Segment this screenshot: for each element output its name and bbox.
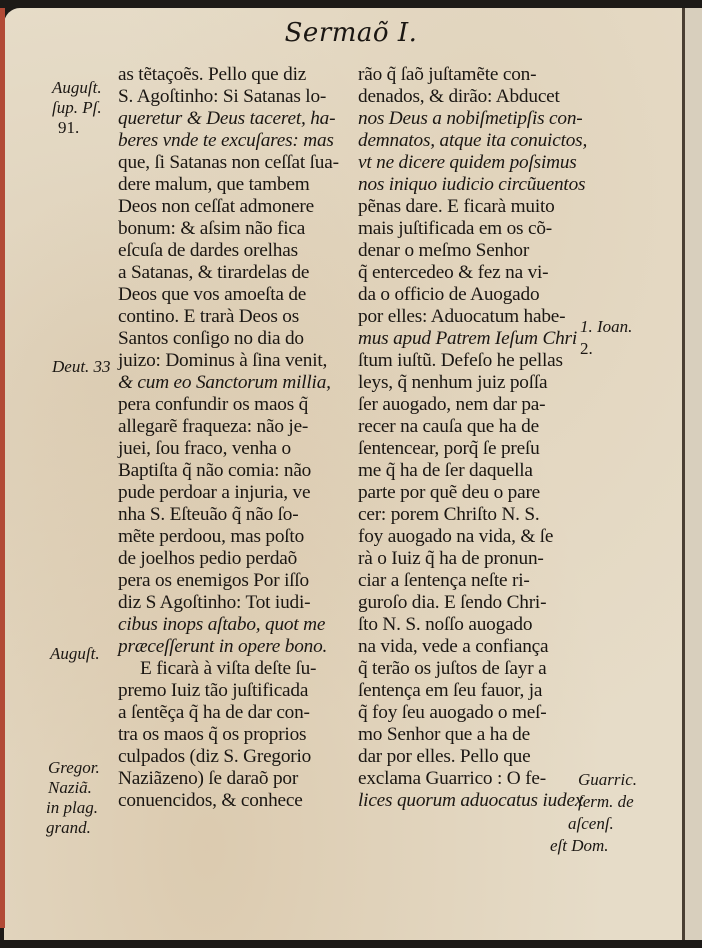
text-line: mais juſtificada em os cõ- bbox=[358, 218, 552, 239]
text-line: ſentencear, porq̃ ſe preſu bbox=[358, 438, 540, 459]
margin-note-ioan-number: 2. bbox=[580, 339, 593, 358]
text-line: de joelhos pedio perdaõ bbox=[118, 548, 298, 569]
text-line: tra os maos q̃ os proprios bbox=[118, 724, 307, 745]
text-line: ſentença em ſeu fauor, ja bbox=[358, 680, 543, 701]
text-line: nos iniquo iudicio circũuentos bbox=[358, 174, 586, 195]
text-line: premo Iuiz tão juſtificada bbox=[118, 680, 309, 701]
text-line: eſcuſa de dardes orelhas bbox=[118, 240, 298, 261]
text-line: pera os enemigos Por iſſo bbox=[118, 570, 309, 591]
text-line: rà o Iuiz q̃ ha de pronun- bbox=[358, 548, 544, 569]
left-text-column bbox=[118, 64, 343, 812]
text-line: rão q̃ ſaõ juſtamẽte con- bbox=[358, 64, 537, 85]
text-line: E ficarà à viſta deſte ſu- bbox=[140, 658, 317, 679]
text-line: cibus inops aſtabo, quot me bbox=[118, 614, 326, 635]
text-line: pude perdoar a injuria, ve bbox=[118, 482, 311, 503]
text-line: Santos conſigo no dia do bbox=[118, 328, 304, 349]
text-line: culpados (diz S. Gregorio bbox=[118, 746, 312, 767]
text-line: Naziãzeno) ſe daraõ por bbox=[118, 768, 299, 789]
text-line: as tẽtaçoẽs. Pello que diz bbox=[118, 64, 307, 85]
text-line: præceſſerunt in opere bono. bbox=[118, 636, 328, 657]
text-line: recer na cauſa que ha de bbox=[358, 416, 539, 437]
page-edge-red bbox=[0, 8, 5, 928]
margin-note-in-plag: in plag. bbox=[46, 798, 98, 817]
margin-note-ioan: 1. Ioan. bbox=[580, 317, 633, 336]
text-line: na vida, vede a confiança bbox=[358, 636, 549, 657]
margin-note-august-2: Auguſt. bbox=[50, 644, 100, 663]
text-line: cer: porem Chriſto N. S. bbox=[358, 504, 540, 525]
text-line: allegarẽ fraqueza: não je- bbox=[118, 416, 309, 437]
text-line: q̃ entercedeo & fez na vi- bbox=[358, 262, 549, 283]
text-line: ſer auogado, nem dar pa- bbox=[358, 394, 546, 415]
text-line: contino. E trarà Deos os bbox=[118, 306, 299, 327]
text-line: guroſo dia. E ſendo Chri- bbox=[358, 592, 547, 613]
text-line: & cum eo Sanctorum millia, bbox=[118, 372, 331, 393]
right-text-column bbox=[358, 64, 626, 812]
text-line: ciar a ſentença neſte ri- bbox=[358, 570, 530, 591]
text-line: lices quorum aduocatus iudex bbox=[358, 790, 584, 811]
text-line: me q̃ ha de ſer daquella bbox=[358, 460, 533, 481]
text-line: da o officio de Auogado bbox=[358, 284, 540, 305]
text-line: conuencidos, & conhece bbox=[118, 790, 303, 811]
margin-note-august: Auguſt. bbox=[52, 78, 102, 97]
text-line: denados, & dirão: Abducet bbox=[358, 86, 560, 107]
running-head: Sermaõ I. bbox=[284, 18, 418, 48]
text-line: q̃ terão os juſtos de ſayr a bbox=[358, 658, 547, 679]
margin-note-deut: Deut. 33 bbox=[52, 357, 111, 376]
text-line: juizo: Dominus à ſina venit, bbox=[118, 350, 328, 371]
margin-note-guarric: Guarric. bbox=[578, 770, 638, 789]
text-line: S. Agoſtinho: Si Satanas lo- bbox=[118, 86, 327, 107]
text-line: Baptiſta q̃ não comia: não bbox=[118, 460, 312, 481]
text-line: pera confundir os maos q̃ bbox=[118, 394, 309, 415]
text-line: pẽnas dare. E ficarà muito bbox=[358, 196, 555, 217]
margin-note-grand: grand. bbox=[46, 818, 91, 837]
text-line: juei, ſou fraco, venha o bbox=[118, 438, 291, 459]
text-line: que, ſi Satanas non ceſſat ſua- bbox=[118, 152, 339, 173]
text-line: nos Deus a nobiſmetipſis con- bbox=[358, 108, 583, 129]
text-line: beres vnde te excuſares: mas bbox=[118, 130, 334, 151]
margin-note-nazian: Naziã. bbox=[48, 778, 92, 797]
margin-note-serm-de: ſerm. de bbox=[578, 792, 634, 811]
text-line: vt ne dicere quidem poſsimus bbox=[358, 152, 577, 173]
text-line: queretur & Deus taceret, ha- bbox=[118, 108, 336, 129]
text-line: ſto N. S. noſſo auogado bbox=[358, 614, 533, 635]
margin-note-gregor: Gregor. bbox=[48, 758, 100, 777]
text-line: demnatos, atque ita conuictos, bbox=[358, 130, 588, 151]
text-line: parte por quẽ deu o pare bbox=[358, 482, 541, 503]
margin-note-ascens: aſcenſ. bbox=[568, 814, 614, 833]
text-line: nha S. Eſteuão q̃ não ſo- bbox=[118, 504, 299, 525]
text-line: exclama Guarrico : O fe- bbox=[358, 768, 546, 789]
margin-note-sup-ps: ſup. Pſ. bbox=[52, 98, 102, 117]
text-line: ſtum iuſtũ. Defeſo he pellas bbox=[358, 350, 563, 371]
text-line: dere malum, que tambem bbox=[118, 174, 310, 195]
text-line: a Satanas, & tirardelas de bbox=[118, 262, 310, 283]
text-line: leys, q̃ nenhum juiz poſſa bbox=[358, 372, 548, 393]
adjacent-page-edge bbox=[685, 8, 702, 940]
text-line: Deos que vos amoeſta de bbox=[118, 284, 307, 305]
text-line: diz S Agoſtinho: Tot iudi- bbox=[118, 592, 311, 613]
text-line: por elles: Aduocatum habe- bbox=[358, 306, 566, 327]
text-line: q̃ foy ſeu auogado o meſ- bbox=[358, 702, 547, 723]
text-line: mus apud Patrem Ieſum Chri bbox=[358, 328, 578, 349]
text-line: foy auogado na vida, & ſe bbox=[358, 526, 554, 547]
text-line: Deos non ceſſat admonere bbox=[118, 196, 314, 217]
margin-note-psalm-number: 91. bbox=[58, 118, 80, 137]
text-line: mo Senhor que a ha de bbox=[358, 724, 530, 745]
text-line: mẽte perdoou, mas poſto bbox=[118, 526, 305, 547]
text-line: a ſentẽça q̃ ha de dar con- bbox=[118, 702, 310, 723]
margin-note-est-dom: eſt Dom. bbox=[550, 836, 609, 855]
text-line: dar por elles. Pello que bbox=[358, 746, 531, 767]
text-line: bonum: & aſsim não fica bbox=[118, 218, 306, 239]
text-line: denar o meſmo Senhor bbox=[358, 240, 530, 261]
